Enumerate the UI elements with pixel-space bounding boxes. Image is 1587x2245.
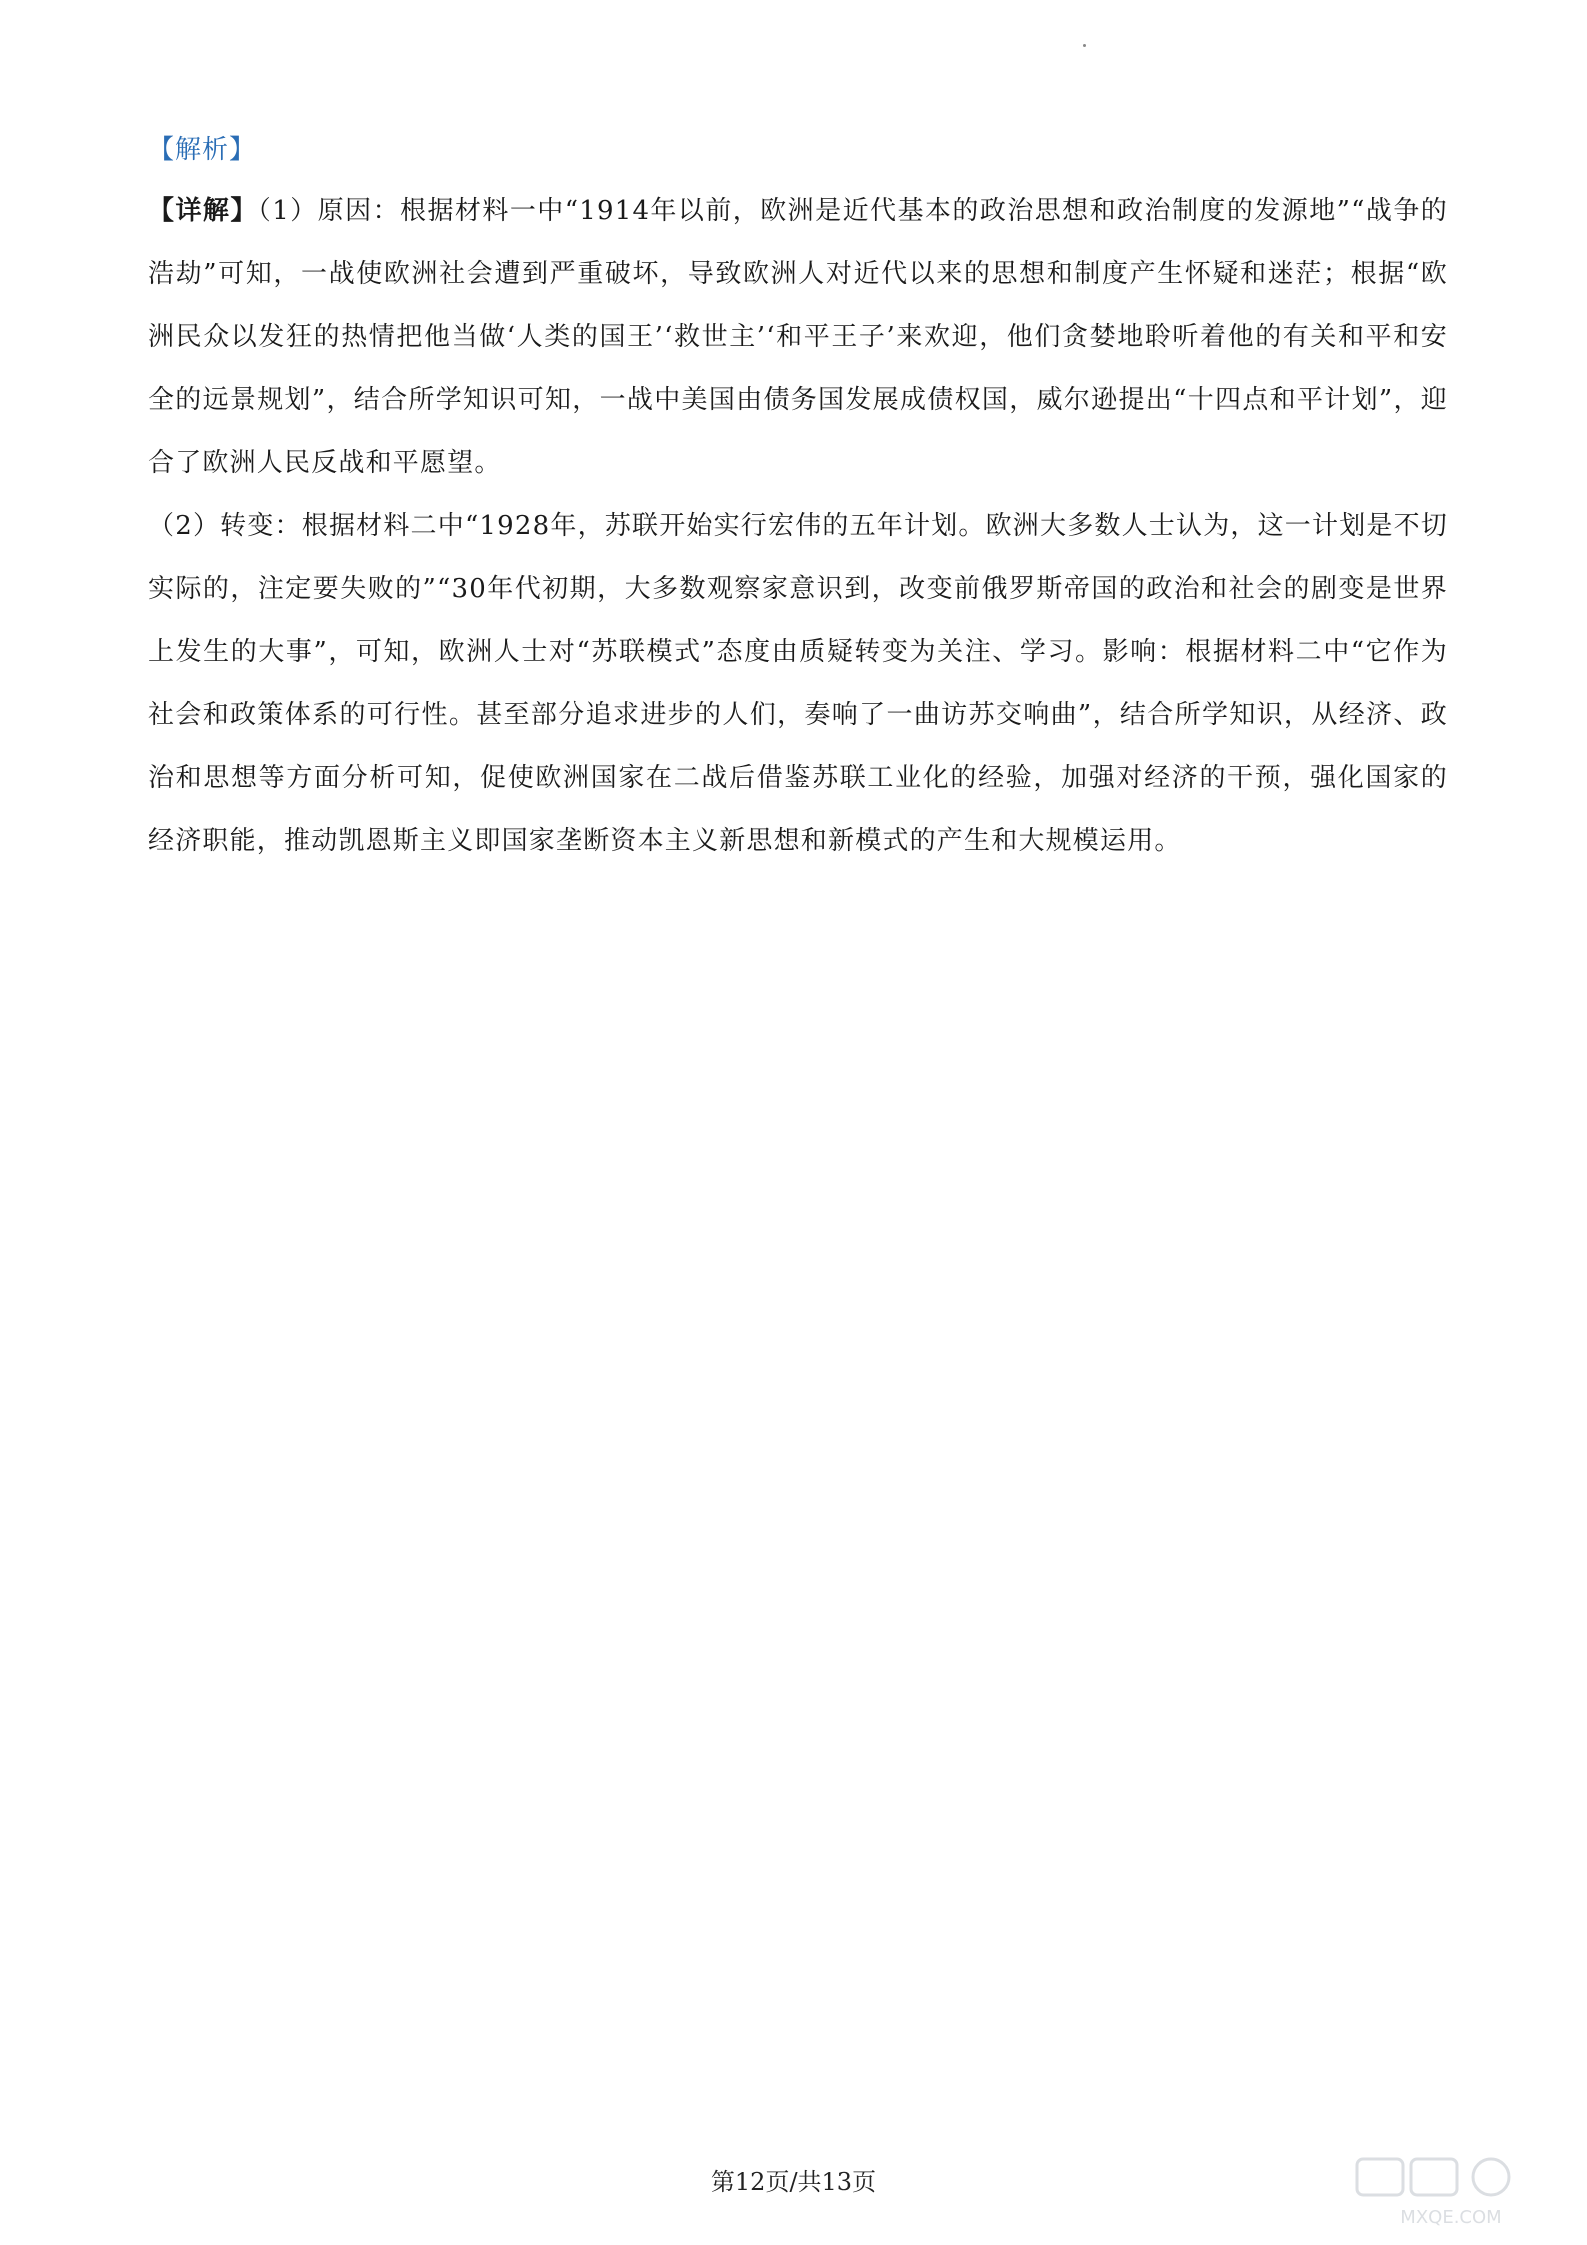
detail-paragraph-2: （2）转变：根据材料二中“1928年，苏联开始实行宏伟的五年计划。欧洲大多数人士认为，这一计划是不切实际的，注定要失败的”“30年代初期，大多数观察家意识到，改变前俄罗斯帝国的政治和社会的剧变是世界上发生的大事”，可知，欧洲人士对“苏联模式”态度由质疑转变为关注、学习。影响：根据材料二中“它作为社会和政策体系的可行性。甚至部分追求进步的人们，奏响了一曲访苏交响曲”，结合所学知识，从经济、政治和思想等方面分析可知，促使欧洲国家在二战后借鉴苏联工业化的经验，加强对经济的干预，强化国家的经济职能，推动凯恩斯主义即国家垄断资本主义新思想和新模式的产生和大规模运用。 <box>148 511 1449 856</box>
paragraph-1-text: （1）原因：根据材料一中“1914年以前，欧洲是近代基本的政治思想和政治制度的发源地”“战争的浩劫”可知，一战使欧洲社会遭到严重破坏，导致欧洲人对近代以来的思想和制度产生怀疑和迷茫；根据“欧洲民众以发狂的热情把他当做‘人类的国王’‘救世主’‘和平王子’来欢迎，他们贪婪地聆听着他的有关和平和安全的远景规划”，结合所学知识可知，一战中美国由债务国发展成债权国，威尔逊提出“十四点和平计划”，迎合了欧洲人民反战和平愿望。 <box>148 196 1448 478</box>
watermark-logo <box>1351 2153 1551 2231</box>
analysis-section-label: 【解析】 <box>148 135 257 165</box>
analysis-content <box>148 128 1448 873</box>
page-footer: 第12页/共13页 <box>710 2168 877 2196</box>
watermark-text: MXQE.COM <box>1400 2207 1502 2228</box>
detail-label: 【详解】 <box>148 196 258 226</box>
detail-paragraph-1 <box>148 180 1448 495</box>
scan-dot <box>1083 44 1086 47</box>
